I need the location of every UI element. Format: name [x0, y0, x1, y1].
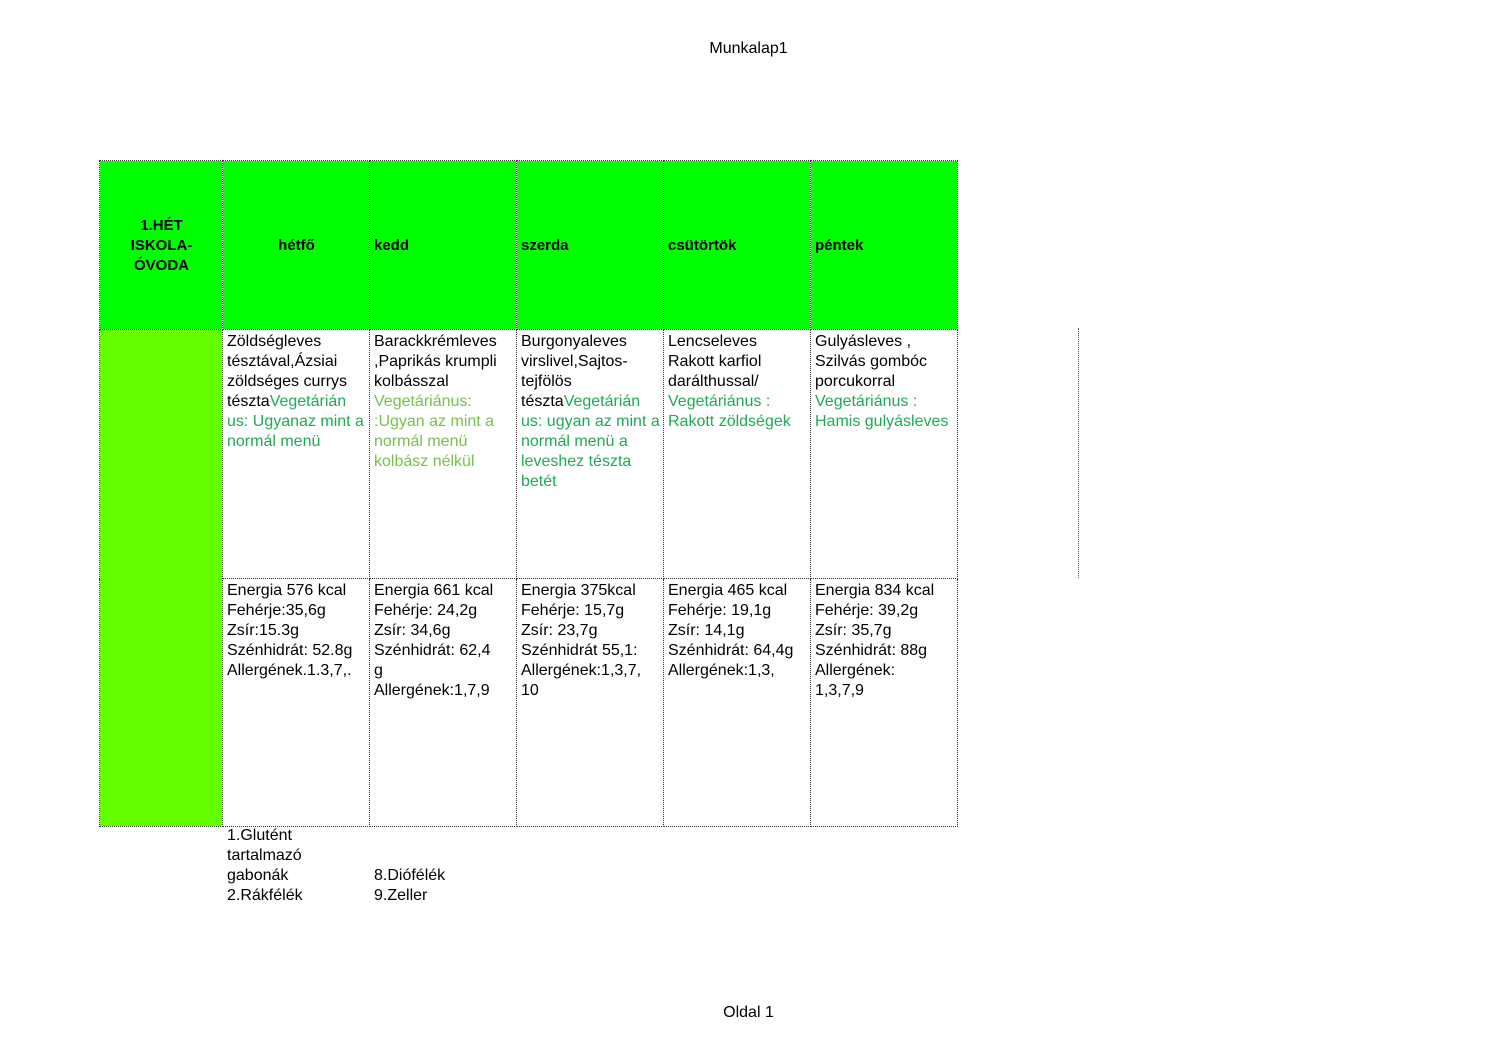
- nutrition-line: Energia 834 kcal: [815, 582, 935, 599]
- dish-cell-monday: [223, 330, 370, 579]
- nutrition-line: 10: [521, 682, 539, 699]
- nutrition-line: Allergének.1.3,7,.: [227, 662, 352, 679]
- dish-main: Burgonyaleves virslivel,Sajtos-tejfölös tészta: [521, 333, 628, 410]
- page-number: Oldal 1: [723, 1004, 774, 1021]
- header-row: [100, 161, 958, 330]
- allergen-legend-line: 9.Zeller: [374, 887, 428, 904]
- nutrition-cell-tuesday: [370, 579, 517, 827]
- vegetarian-option: Vegetáriánus : Hamis gulyásleves: [815, 393, 949, 430]
- allergen-legend-col1: [227, 826, 303, 906]
- nutrition-row: [100, 579, 958, 827]
- dish-main: Zöldségleves tésztával,Ázsiai zöldséges currys tészta: [227, 333, 348, 410]
- nutrition-line: Zsír:15.3g: [227, 622, 300, 639]
- nutrition-line: Fehérje: 39,2g: [815, 602, 919, 619]
- side-label-cell: [100, 330, 223, 827]
- nutrition-line: 1,3,7,9: [815, 682, 864, 699]
- nutrition-line: Szénhidrát 55,1:: [521, 642, 638, 659]
- nutrition-line: Zsír: 14,1g: [668, 622, 745, 639]
- nutrition-cell-wednesday: [517, 579, 664, 827]
- week-title-line: ÓVODA: [133, 257, 189, 274]
- day-header-monday: hétfő: [223, 161, 370, 330]
- nutrition-cell-thursday: [664, 579, 811, 827]
- day-header-friday: péntek: [811, 161, 958, 330]
- dish-cell-friday: [811, 330, 958, 579]
- day-header-wednesday: szerda: [517, 161, 664, 330]
- nutrition-line: Energia 465 kcal: [668, 582, 788, 599]
- page-break-line: [1078, 328, 1079, 578]
- nutrition-line: Zsír: 35,7g: [815, 622, 892, 639]
- nutrition-line: Allergének:1,3,7,: [521, 662, 642, 679]
- nutrition-line: Szénhidrát: 88g: [815, 642, 928, 659]
- dish-main: Gulyásleves , Szilvás gombóc porcukorral: [815, 333, 928, 390]
- vegetarian-option: Vegetárián us: ugyan az mint a normál menü a leveshez tészta betét: [521, 393, 660, 490]
- allergen-legend-line: 1.Glutént: [227, 827, 292, 844]
- nutrition-line: Allergének:1,7,9: [374, 682, 490, 699]
- allergen-legend-line: 8.Diófélék: [374, 867, 446, 884]
- allergen-legend-line: tartalmazó: [227, 847, 302, 864]
- dish-cell-thursday: [664, 330, 811, 579]
- weekly-menu-table: [99, 160, 958, 827]
- nutrition-line: Fehérje: 19,1g: [668, 602, 772, 619]
- week-title-cell: [100, 161, 223, 330]
- allergen-legend-line: gabonák: [227, 867, 289, 884]
- nutrition-line: Szénhidrát: 64,4g: [668, 642, 794, 659]
- nutrition-line: g: [374, 662, 383, 679]
- sheet-name: Munkalap1: [709, 40, 788, 57]
- dish-cell-tuesday: [370, 330, 517, 579]
- allergen-legend-col2: [374, 866, 445, 906]
- nutrition-line: Energia 661 kcal: [374, 582, 494, 599]
- week-title-line: 1.HÉT: [140, 217, 183, 234]
- day-header-thursday: csütörtök: [664, 161, 811, 330]
- nutrition-line: Szénhidrát: 62,4: [374, 642, 491, 659]
- dish-main: Lencseleves Rakott karfiol darálthussal/: [668, 333, 762, 390]
- allergen-legend-line: 2.Rákfélék: [227, 887, 303, 904]
- vegetarian-option: Vegetáriánus : Rakott zöldségek: [668, 393, 791, 430]
- dish-cell-wednesday: [517, 330, 664, 579]
- nutrition-line: Allergének:1,3,: [668, 662, 775, 679]
- dishes-row: [100, 330, 958, 579]
- nutrition-line: Fehérje: 24,2g: [374, 602, 478, 619]
- vegetarian-option: Vegetáriánus: :Ugyan az mint a normál menü kolbász nélkül: [374, 393, 495, 470]
- nutrition-line: Energia 576 kcal: [227, 582, 347, 599]
- nutrition-cell-friday: [811, 579, 958, 827]
- vegetarian-option: Vegetárián us: Ugyanaz mint a normál menü: [227, 393, 364, 450]
- dish-main: Barackkrémleves ,Paprikás krumpli kolbásszal: [374, 333, 497, 390]
- nutrition-line: Energia 375kcal: [521, 582, 636, 599]
- day-header-tuesday: kedd: [370, 161, 517, 330]
- nutrition-line: Fehérje: 15,7g: [521, 602, 625, 619]
- nutrition-line: Allergének:: [815, 662, 896, 679]
- nutrition-line: Zsír: 34,6g: [374, 622, 451, 639]
- nutrition-cell-monday: [223, 579, 370, 827]
- week-title-line: ISKOLA-: [130, 237, 193, 254]
- nutrition-line: Fehérje:35,6g: [227, 602, 326, 619]
- nutrition-line: Zsír: 23,7g: [521, 622, 598, 639]
- nutrition-line: Szénhidrát: 52.8g: [227, 642, 353, 659]
